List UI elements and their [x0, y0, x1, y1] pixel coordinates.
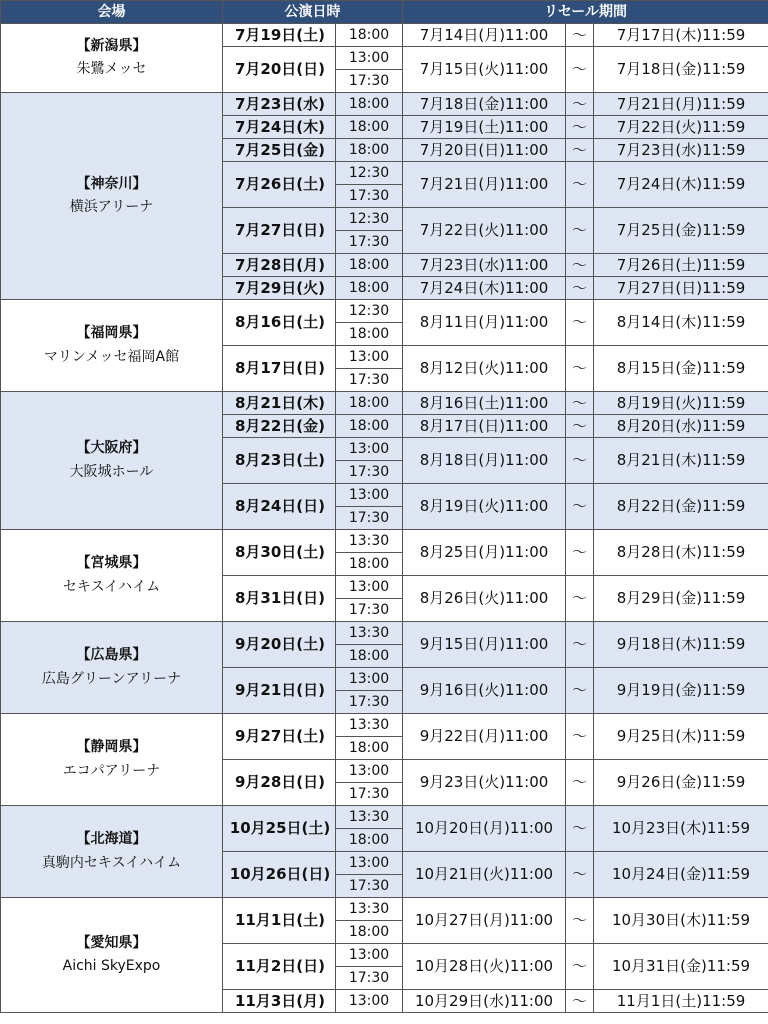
venue-name: 広島グリーンアリーナ	[41, 670, 182, 687]
tilde-separator: ～	[566, 392, 594, 415]
prefecture-label: 【福岡県】	[76, 325, 147, 342]
resale-end: 7月22日(火)11:59	[594, 116, 768, 139]
venue-name: セキスイハイム	[62, 578, 161, 595]
resale-start: 8月16日(土)11:00	[403, 392, 566, 415]
performance-date: 7月23日(水)	[223, 93, 336, 116]
resale-start: 7月22日(火)11:00	[403, 208, 566, 254]
venue-name: Aichi SkyExpo	[62, 958, 161, 974]
performance-time: 13:00	[336, 47, 403, 70]
performance-date: 11月2日(日)	[223, 944, 336, 990]
resale-end: 8月19日(火)11:59	[594, 392, 768, 415]
resale-start: 7月15日(火)11:00	[403, 47, 566, 93]
performance-time: 17:30	[336, 599, 403, 622]
resale-end: 7月23日(水)11:59	[594, 139, 768, 162]
tilde-separator: ～	[566, 162, 594, 208]
tilde-separator: ～	[566, 415, 594, 438]
venue-cell	[1, 93, 223, 300]
prefecture-label: 【北海道】	[76, 831, 147, 848]
performance-time: 17:30	[336, 231, 403, 254]
resale-end: 9月19日(金)11:59	[594, 668, 768, 714]
resale-start: 8月26日(火)11:00	[403, 576, 566, 622]
performance-date: 7月19日(土)	[223, 24, 336, 47]
resale-start: 9月23日(火)11:00	[403, 760, 566, 806]
performance-time: 12:30	[336, 300, 403, 323]
table-row	[1, 714, 768, 737]
table-row	[1, 530, 768, 553]
tilde-separator: ～	[566, 139, 594, 162]
resale-start: 7月18日(金)11:00	[403, 93, 566, 116]
performance-date: 7月26日(土)	[223, 162, 336, 208]
resale-start: 10月28日(火)11:00	[403, 944, 566, 990]
resale-end: 8月21日(木)11:59	[594, 438, 768, 484]
performance-date: 7月28日(月)	[223, 254, 336, 277]
venue-cell	[1, 806, 223, 898]
table-row	[1, 898, 768, 921]
resale-end: 7月18日(金)11:59	[594, 47, 768, 93]
performance-date: 9月21日(日)	[223, 668, 336, 714]
tilde-separator: ～	[566, 852, 594, 898]
tilde-separator: ～	[566, 990, 594, 1013]
performance-time: 17:30	[336, 369, 403, 392]
performance-time: 17:30	[336, 691, 403, 714]
performance-date: 11月3日(月)	[223, 990, 336, 1013]
resale-end: 8月22日(金)11:59	[594, 484, 768, 530]
resale-start: 9月16日(火)11:00	[403, 668, 566, 714]
performance-date: 8月17日(日)	[223, 346, 336, 392]
resale-end: 8月14日(木)11:59	[594, 300, 768, 346]
resale-start: 7月24日(木)11:00	[403, 277, 566, 300]
performance-time: 18:00	[336, 116, 403, 139]
performance-time: 17:30	[336, 967, 403, 990]
venue-cell	[1, 622, 223, 714]
resale-end: 8月28日(木)11:59	[594, 530, 768, 576]
venue-name: 真駒内セキスイハイム	[41, 854, 182, 871]
performance-date: 8月31日(日)	[223, 576, 336, 622]
resale-end: 10月31日(金)11:59	[594, 944, 768, 990]
resale-end: 9月18日(木)11:59	[594, 622, 768, 668]
performance-time: 17:30	[336, 185, 403, 208]
performance-time: 13:00	[336, 668, 403, 691]
performance-time: 18:00	[336, 277, 403, 300]
header-row	[1, 1, 768, 24]
prefecture-label: 【新潟県】	[76, 37, 147, 54]
performance-time: 17:30	[336, 70, 403, 93]
tilde-separator: ～	[566, 944, 594, 990]
venue-name: 横浜アリーナ	[69, 199, 154, 215]
performance-date: 7月27日(日)	[223, 208, 336, 254]
performance-date: 8月30日(土)	[223, 530, 336, 576]
resale-start: 7月14日(月)11:00	[403, 24, 566, 47]
performance-date: 7月20日(日)	[223, 47, 336, 93]
venue-header: 会場	[1, 1, 223, 24]
performance-time: 18:00	[336, 645, 403, 668]
resale-end: 10月23日(木)11:59	[594, 806, 768, 852]
prefecture-label: 【愛知県】	[76, 934, 147, 951]
tilde-separator: ～	[566, 254, 594, 277]
resale-start: 8月19日(火)11:00	[403, 484, 566, 530]
resale-start: 8月25日(月)11:00	[403, 530, 566, 576]
performance-time: 13:30	[336, 622, 403, 645]
performance-date: 8月22日(金)	[223, 415, 336, 438]
performance-time: 18:00	[336, 24, 403, 47]
performance-date: 10月26日(日)	[223, 852, 336, 898]
resale-end: 8月20日(水)11:59	[594, 415, 768, 438]
performance-time: 13:00	[336, 760, 403, 783]
venue-cell	[1, 392, 223, 530]
resale-start: 8月18日(月)11:00	[403, 438, 566, 484]
resale-start: 10月29日(水)11:00	[403, 990, 566, 1013]
performance-time: 13:30	[336, 530, 403, 553]
performance-time: 17:30	[336, 875, 403, 898]
resale-end: 8月15日(金)11:59	[594, 346, 768, 392]
tilde-separator: ～	[566, 24, 594, 47]
tilde-separator: ～	[566, 484, 594, 530]
prefecture-label: 【広島県】	[76, 647, 147, 664]
venue-name: エコパアリーナ	[62, 762, 161, 779]
resale-end: 9月25日(木)11:59	[594, 714, 768, 760]
venue-cell	[1, 898, 223, 1013]
resale-start: 7月23日(水)11:00	[403, 254, 566, 277]
resale-end: 7月25日(金)11:59	[594, 208, 768, 254]
venue-cell	[1, 300, 223, 392]
performance-time: 17:30	[336, 461, 403, 484]
performance-time: 13:00	[336, 990, 403, 1013]
performance-date: 9月20日(土)	[223, 622, 336, 668]
performance-time: 17:30	[336, 507, 403, 530]
tilde-separator: ～	[566, 714, 594, 760]
resale-end: 10月24日(金)11:59	[594, 852, 768, 898]
tilde-separator: ～	[566, 300, 594, 346]
tilde-separator: ～	[566, 898, 594, 944]
resale-start: 7月20日(日)11:00	[403, 139, 566, 162]
venue-name: 朱鷺メッセ	[76, 61, 147, 77]
datetime-header: 公演日時	[223, 1, 403, 24]
performance-date: 7月25日(金)	[223, 139, 336, 162]
resale-end: 7月17日(木)11:59	[594, 24, 768, 47]
performance-time: 13:00	[336, 484, 403, 507]
performance-time: 18:00	[336, 323, 403, 346]
performance-time: 12:30	[336, 208, 403, 231]
performance-time: 18:00	[336, 737, 403, 760]
resale-start: 7月21日(月)11:00	[403, 162, 566, 208]
tilde-separator: ～	[566, 760, 594, 806]
performance-date: 11月1日(土)	[223, 898, 336, 944]
performance-date: 9月28日(日)	[223, 760, 336, 806]
resale-end: 7月26日(土)11:59	[594, 254, 768, 277]
venue-cell	[1, 24, 223, 93]
performance-date: 10月25日(土)	[223, 806, 336, 852]
performance-date: 8月21日(木)	[223, 392, 336, 415]
performance-time: 17:30	[336, 783, 403, 806]
performance-date: 7月24日(木)	[223, 116, 336, 139]
performance-time: 18:00	[336, 829, 403, 852]
resale-end: 10月30日(木)11:59	[594, 898, 768, 944]
resale-start: 8月12日(火)11:00	[403, 346, 566, 392]
tilde-separator: ～	[566, 530, 594, 576]
table-row	[1, 392, 768, 415]
performance-time: 13:00	[336, 438, 403, 461]
resale-start: 7月19日(土)11:00	[403, 116, 566, 139]
tilde-separator: ～	[566, 116, 594, 139]
performance-date: 8月16日(土)	[223, 300, 336, 346]
table-row	[1, 622, 768, 645]
resale-end: 8月29日(金)11:59	[594, 576, 768, 622]
performance-date: 8月23日(土)	[223, 438, 336, 484]
resale-header: リセール期間	[403, 1, 768, 24]
table-row	[1, 300, 768, 323]
tilde-separator: ～	[566, 277, 594, 300]
performance-time: 13:00	[336, 576, 403, 599]
performance-time: 13:30	[336, 898, 403, 921]
performance-date: 8月24日(日)	[223, 484, 336, 530]
prefecture-label: 【宮城県】	[76, 555, 147, 572]
tilde-separator: ～	[566, 438, 594, 484]
prefecture-label: 【大阪府】	[76, 440, 147, 457]
prefecture-label: 【静岡県】	[76, 739, 147, 756]
resale-end: 9月26日(金)11:59	[594, 760, 768, 806]
prefecture-label: 【神奈川】	[76, 175, 147, 192]
table-row	[1, 93, 768, 116]
resale-start: 10月27日(月)11:00	[403, 898, 566, 944]
performance-time: 13:00	[336, 944, 403, 967]
resale-start: 8月17日(日)11:00	[403, 415, 566, 438]
venue-name: 大阪城ホール	[69, 463, 154, 480]
performance-time: 13:00	[336, 346, 403, 369]
tilde-separator: ～	[566, 47, 594, 93]
resale-end: 7月27日(日)11:59	[594, 277, 768, 300]
resale-end: 7月21日(月)11:59	[594, 93, 768, 116]
resale-end: 7月24日(木)11:59	[594, 162, 768, 208]
performance-time: 13:30	[336, 806, 403, 829]
performance-time: 13:00	[336, 852, 403, 875]
tilde-separator: ～	[566, 622, 594, 668]
schedule-body	[1, 24, 768, 1013]
tilde-separator: ～	[566, 668, 594, 714]
tilde-separator: ～	[566, 346, 594, 392]
performance-time: 12:30	[336, 162, 403, 185]
tilde-separator: ～	[566, 208, 594, 254]
performance-time: 18:00	[336, 553, 403, 576]
tilde-separator: ～	[566, 806, 594, 852]
resale-end: 11月1日(土)11:59	[594, 990, 768, 1013]
venue-name: マリンメッセ福岡A館	[43, 348, 180, 365]
resale-start: 8月11日(月)11:00	[403, 300, 566, 346]
venue-cell	[1, 530, 223, 622]
table-row	[1, 806, 768, 829]
performance-time: 18:00	[336, 415, 403, 438]
resale-start: 9月22日(月)11:00	[403, 714, 566, 760]
performance-time: 18:00	[336, 93, 403, 116]
tilde-separator: ～	[566, 576, 594, 622]
resale-start: 9月15日(月)11:00	[403, 622, 566, 668]
performance-time: 18:00	[336, 392, 403, 415]
performance-date: 7月29日(火)	[223, 277, 336, 300]
tilde-separator: ～	[566, 93, 594, 116]
performance-time: 18:00	[336, 254, 403, 277]
resale-start: 10月21日(火)11:00	[403, 852, 566, 898]
performance-time: 18:00	[336, 139, 403, 162]
resale-start: 10月20日(月)11:00	[403, 806, 566, 852]
performance-time: 13:30	[336, 714, 403, 737]
performance-time: 18:00	[336, 921, 403, 944]
venue-cell	[1, 714, 223, 806]
performance-date: 9月27日(土)	[223, 714, 336, 760]
table-row	[1, 24, 768, 47]
